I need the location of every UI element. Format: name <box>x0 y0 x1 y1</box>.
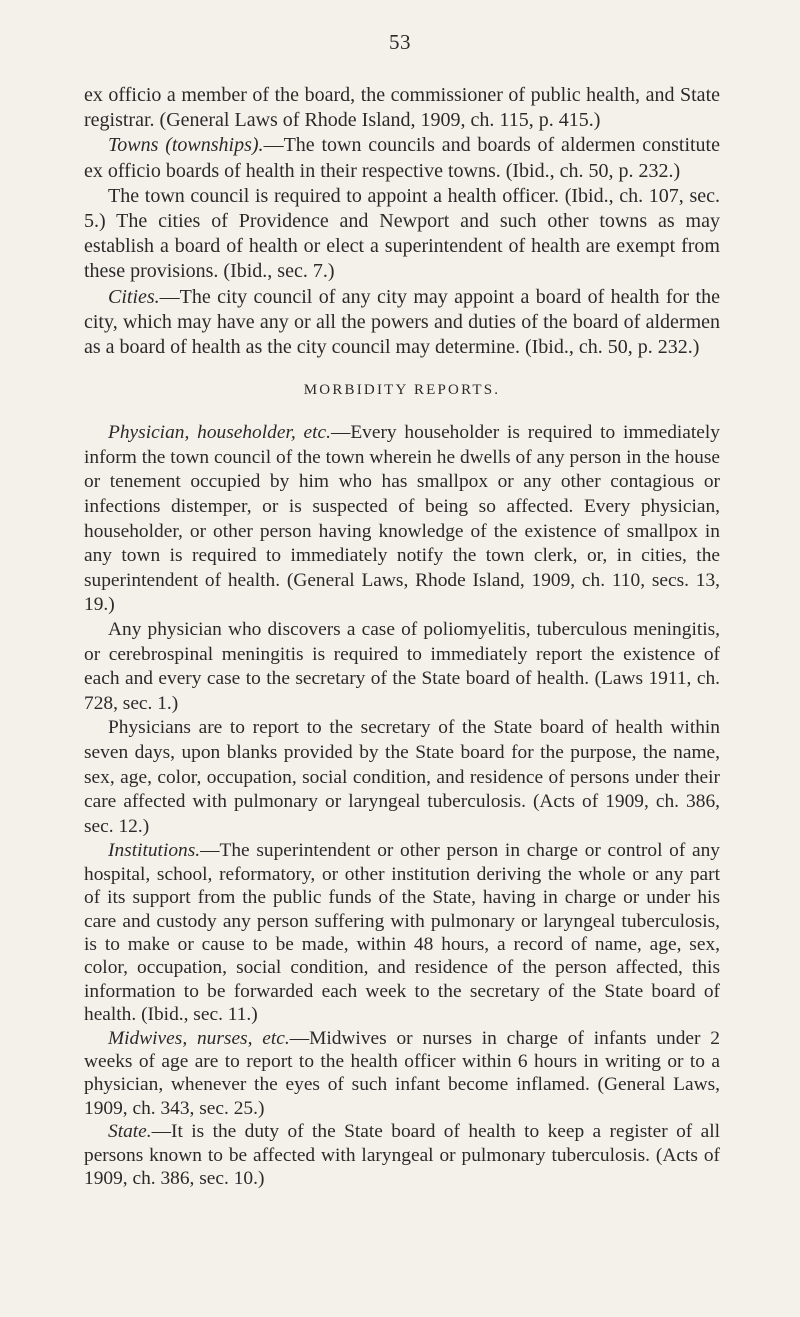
paragraph-text: ex officio a member of the board, the commissioner of public health, and State registrar. (General Laws of Rhode Island, 1909, ch. 115, p. 415.) <box>84 84 720 132</box>
paragraph-text: —The city council of any city may appoint a board of health for the city, which may have any or all the powers and duties of the board of aldermen as a board of health as the city council may determine. (Ibid., ch. 50, p. 232.) <box>84 285 720 359</box>
paragraph <box>84 716 720 839</box>
paragraph-lead: Cities. <box>108 285 160 308</box>
morbidity-section <box>84 421 720 1190</box>
paragraph-text: Any physician who discovers a case of poliomyelitis, tuberculous meningitis, or cerebrospinal meningitis is required to immediately report the existence of each and every case to the secretary of the State board of health. (Laws 1911, ch. 728, sec. 1.) <box>84 618 720 714</box>
paragraph <box>84 1120 720 1190</box>
paragraph <box>84 839 720 1026</box>
paragraph-text: —Every householder is required to immediately inform the town council of the town wherein he dwells of any person in the house or tenement occupied by him who has smallpox or any other contagious or infections distemper, or is suspected of being so affected. Every physician, householder, or other person having knowledge of the existence of smallpox in any town is required to immediately notify the town clerk, or, in cities, the superintendent of health. (General Laws, Rhode Island, 1909, ch. 110, secs. 13, 19.) <box>84 422 720 616</box>
paragraph-text: —It is the duty of the State board of health to keep a register of all persons known to be affected with laryngeal or pulmonary tuberculosis. (Acts of 1909, ch. 386, sec. 10.) <box>84 1121 720 1190</box>
paragraph-text: The town council is required to appoint a health officer. (Ibid., ch. 107, sec. 5.) The cities of Providence and Newport and such other towns as may establish a board of health or elect a superintendent of health are exempt from these provisions. (Ibid., sec. 7.) <box>84 184 720 283</box>
paragraph <box>84 618 720 716</box>
paragraph-lead: Institutions. <box>108 840 201 862</box>
paragraph-text: Physicians are to report to the secretary of the State board of health within seven days, upon blanks provided by the State board for the purpose, the name, sex, age, color, occupation, social condition, and residence of persons under their care affected with pulmonary or laryngeal tuberculosis. (Acts of 1909, ch. 386, sec. 12.) <box>84 717 720 837</box>
paragraph-text: —The town councils and boards of aldermen constitute ex officio boards of health in their respective towns. (Ibid., ch. 50, p. 232.) <box>84 134 720 182</box>
paragraph-text: —The superintendent or other person in charge or control of any hospital, school, reformatory, or other institution deriving the whole or any part of its support from the public funds of the State, having in charge or under his care and custody any person suffering with pulmonary or laryngeal tuberculosis, is to make or cause to be made, within 48 hours, a record of name, age, sex, color, occupation, social condition, and residence of the person affected, this information to be forwarded each week to the secretary of the State board of health. (Ibid., sec. 11.) <box>84 840 720 1026</box>
paragraph-lead: State. <box>108 1121 152 1143</box>
paragraph <box>84 421 720 618</box>
body-text <box>84 83 720 1190</box>
section-heading: MORBIDITY REPORTS. <box>303 382 501 399</box>
paragraph <box>84 285 720 361</box>
paragraph <box>84 1027 720 1121</box>
paragraph-lead: Physician, householder, etc. <box>108 422 331 444</box>
paragraph-lead: Towns (townships). <box>108 134 264 157</box>
paragraph-lead: Midwives, nurses, etc. <box>108 1027 290 1049</box>
paragraph-text: —Midwives or nurses in charge of infants under 2 weeks of age are to report to the health officer within 6 hours in writing or to a physician, whenever the eyes of such infant become inflamed. (General Laws, 1909, ch. 343, sec. 25.) <box>84 1027 720 1119</box>
paragraph <box>84 83 720 133</box>
paragraph <box>84 133 720 183</box>
paragraph <box>84 184 720 285</box>
page-number: 53 <box>389 30 411 54</box>
